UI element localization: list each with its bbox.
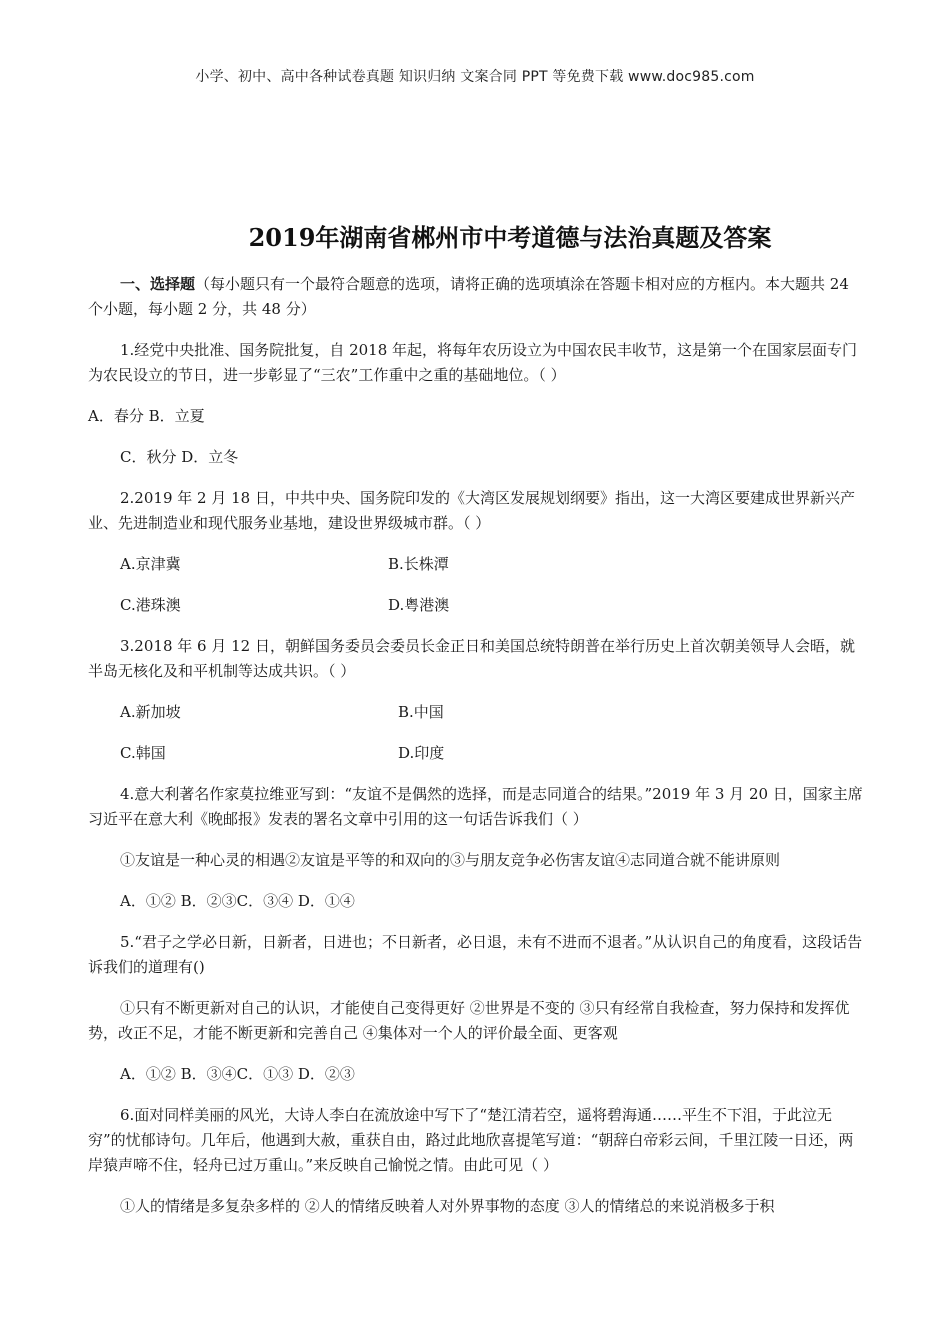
question-3-stem: 3.2018 年 6 月 12 日，朝鲜国务委员会委员长金正日和美国总统特朗普在举行历史上首次朝美领导人会晤，就半岛无核化及和平机制等达成共识。（ ） (88, 637, 855, 680)
question-1-options-line-1: A．春分 B．立夏 (88, 407, 205, 425)
question-2-option-b: B.长株潭 (388, 555, 449, 573)
section-label: 一、选择题 (120, 275, 196, 293)
question-3-options-row-1 (88, 700, 868, 725)
question-5-stem: 5.“君子之学必日新，日新者，日进也；不日新者，必日退，未有不进而不退者。”从认识自己的角度看，这段话告诉我们的道理有() (88, 933, 863, 976)
question-3-option-c: C.韩国 (120, 744, 166, 762)
question-5-options: A．①② B．③④C．①③ D．②③ (120, 1065, 355, 1083)
question-2-option-a: A.京津冀 (120, 555, 181, 573)
question-6-stem: 6.面对同样美丽的风光，大诗人李白在流放途中写下了“楚江清若空，遥将碧海通……平生不下泪，于此泣无穷”的忧郁诗句。几年后，他遇到大赦，重获自由，路过此地欣喜提笔写道：“朝辞白帝彩云间，千里江陵一日还，两岸猿声啼不住，轻舟已过万重山。”来反映自己愉悦之情。由此可见（ ） (88, 1106, 854, 1174)
question-3-option-b: B.中国 (398, 703, 444, 721)
question-2-options-row-2 (88, 593, 868, 618)
section-heading (88, 272, 868, 322)
question-3-option-a: A.新加坡 (120, 703, 181, 721)
document-body (88, 272, 868, 1235)
question-2-stem: 2.2019 年 2 月 18 日，中共中央、国务院印发的《大湾区发展规划纲要》指出，这一大湾区要建成世界新兴产业、先进制造业和现代服务业基地，建设世界级城市群。（ ） (88, 489, 855, 532)
question-4-stem: 4.意大利著名作家莫拉维亚写到：“友谊不是偶然的选择，而是志同道合的结果。”2019 年 3 月 20 日，国家主席习近平在意大利《晚邮报》发表的署名文章中引用的这一句话告诉我们（ ） (88, 785, 863, 828)
section-instruction: （每小题只有一个最符合题意的选项，请将正确的选项填涂在答题卡相对应的方框内。本大题共 24 个小题，每小题 2 分，共 48 分） (88, 275, 849, 318)
question-1-stem: 1.经党中央批准、国务院批复，自 2018 年起，将每年农历设立为中国农民丰收节，这是第一个在国家层面专门为农民设立的节日，进一步彰显了“三农”工作重中之重的基础地位。（ ） (88, 341, 858, 384)
question-5-statements: ①只有不断更新对自己的认识，才能使自己变得更好 ②世界是不变的 ③只有经常自我检查，努力保持和发挥优势，改正不足，才能不断更新和完善自己 ④集体对一个人的评价最全面、更客观 (88, 999, 850, 1042)
page-header: 小学、初中、高中各种试卷真题 知识归纳 文案合同 PPT 等免费下载 www.doc985.com (195, 69, 755, 85)
question-2-option-c: C.港珠澳 (120, 596, 181, 614)
question-6-statements: ①人的情绪是多复杂多样的 ②人的情绪反映着人对外界事物的态度 ③人的情绪总的来说消极多于积 (120, 1197, 775, 1215)
question-3-option-d: D.印度 (398, 744, 445, 762)
question-1-options-line-2: C．秋分 D．立冬 (120, 448, 239, 466)
question-4-options: A．①② B．②③C．③④ D．①④ (120, 892, 355, 910)
question-2-option-d: D.粤港澳 (388, 596, 450, 614)
question-3-options-row-2 (88, 741, 868, 766)
question-2-options-row-1 (88, 552, 868, 577)
page-title: 2019年湖南省郴州市中考道德与法治真题及答案 (248, 223, 772, 252)
question-4-statements: ①友谊是一种心灵的相遇②友谊是平等的和双向的③与朋友竞争必伤害友谊④志同道合就不能讲原则 (120, 851, 781, 869)
